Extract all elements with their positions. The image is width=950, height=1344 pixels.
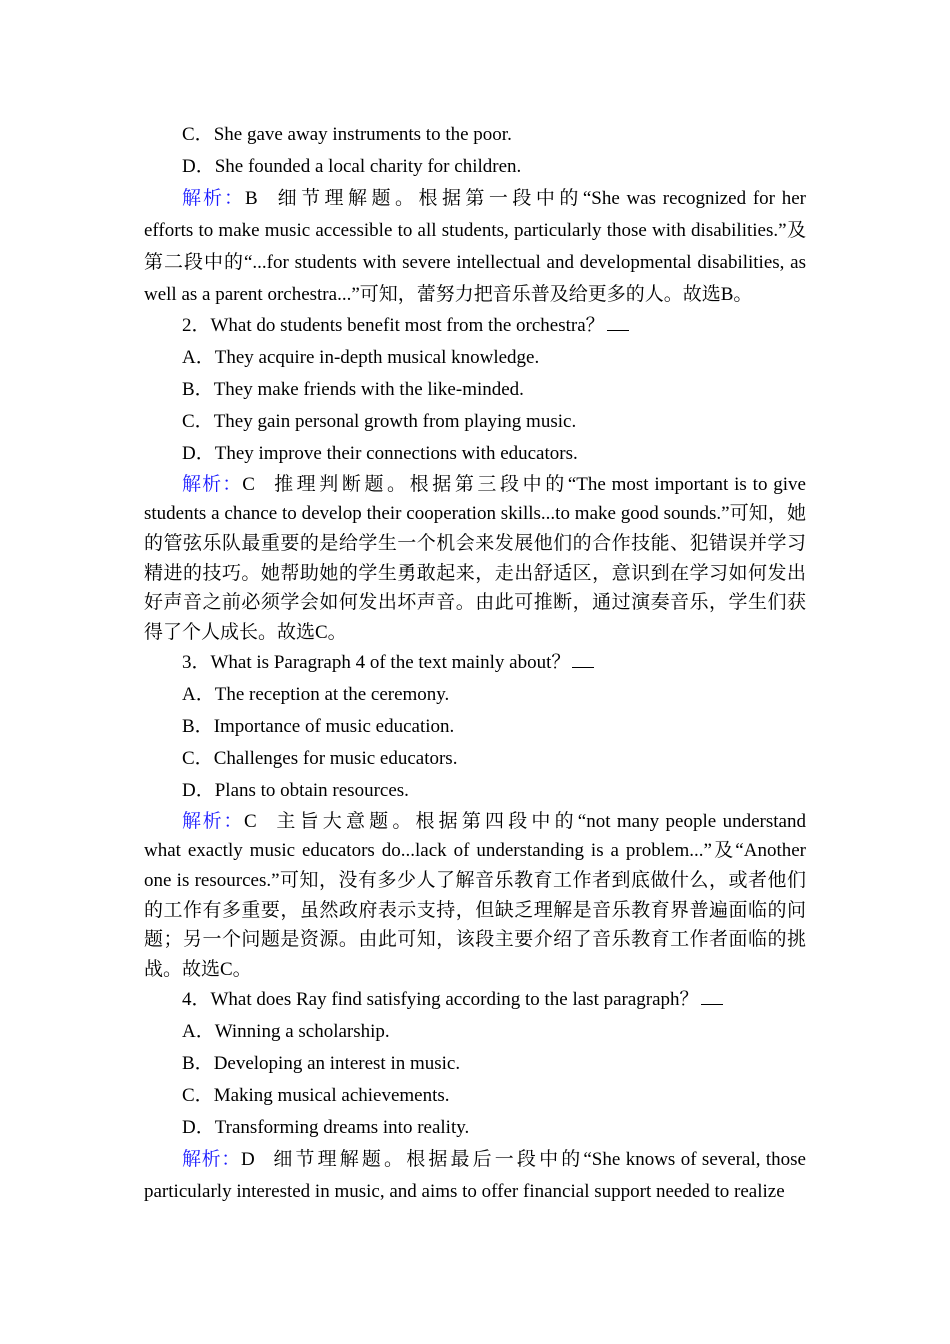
q3-question: 3．What is Paragraph 4 of the text mainly about？ xyxy=(144,647,806,679)
analysis-type: 主旨大意题。根据第四段中的 xyxy=(274,810,578,832)
q4-question: 4．What does Ray find satisfying according to the last paragraph？ xyxy=(144,984,806,1016)
q4-analysis xyxy=(144,1144,806,1208)
q3-option-c: C．Challenges for music educators. xyxy=(182,748,458,770)
analysis-type: 推理判断题。根据第三段中的 xyxy=(272,473,568,495)
answer-blank xyxy=(572,649,594,668)
analysis-body: “not many people understand what exactly music educators do...lack of understanding is a problem...”及“Another one is resources.”可知，没有多少人了解音乐教育工作者到底做什么，或者他们的工作有多重要，虽然政府表示支持，但缺乏理解是音乐教育界普遍面临的问题；另一个问题是资源。由此可知，该段主要介绍了音乐教育工作者面临的挑战。故选C。 xyxy=(144,810,806,980)
analysis-type: 细节理解题。根据第一段中的 xyxy=(275,187,583,209)
analysis-answer: B xyxy=(244,187,258,209)
analysis-label: 解析： xyxy=(182,473,243,495)
answer-blank xyxy=(701,986,723,1005)
answer-blank xyxy=(607,312,629,331)
q1-option-d: D．She founded a local charity for children. xyxy=(182,155,522,177)
q4-option-d: D．Transforming dreams into reality. xyxy=(182,1117,470,1138)
analysis-body: “She knows of several, those particularly interested in music, and aims to offer financial support needed to realize xyxy=(144,1148,806,1202)
analysis-body: “The most important is to give students a chance to develop their cooperation skills...to make good sounds.”可知，她的管弦乐队最重要的是给学生一个机会来发展他们的合作技能、犯错误并学习精进的技巧。她帮助她的学生勇敢起来，走出舒适区，意识到在学习如何发出好声音之前必须学会如何发出坏声音。由此可推断，通过演奏音乐，学生们获得了个人成长。故选C。 xyxy=(144,473,806,643)
q1-analysis xyxy=(144,183,806,311)
q2-option-c: C．They gain personal growth from playing music. xyxy=(182,411,577,433)
q3-option-d: D．Plans to obtain resources. xyxy=(182,779,409,801)
analysis-label: 解析： xyxy=(182,810,245,832)
document-page xyxy=(144,119,806,1208)
q2-option-a: A．They acquire in-depth musical knowledge. xyxy=(182,347,540,369)
analysis-answer: C xyxy=(244,810,257,832)
q2-analysis xyxy=(144,470,806,648)
analysis-body: “She was recognized for her efforts to make music accessible to all students, particularly those with disabilities.”及第二段中的“...for students with severe intellectual and developmental disabilities, as well as a parent orchestra...”可知，蕾努力把音乐普及给更多的人。故选B。 xyxy=(144,187,806,305)
q2-option-d: D．They improve their connections with educators. xyxy=(182,442,578,464)
analysis-type: 细节理解题。根据最后一段中的 xyxy=(272,1148,584,1170)
analysis-answer: D xyxy=(240,1148,255,1170)
q4-option-a: A．Winning a scholarship. xyxy=(182,1021,390,1043)
analysis-answer: C xyxy=(242,473,255,495)
q2-option-b: B．They make friends with the like-minded. xyxy=(182,379,524,401)
analysis-label: 解析： xyxy=(182,1148,241,1170)
analysis-label: 解析： xyxy=(182,187,245,209)
q4-option-b: B．Developing an interest in music. xyxy=(182,1053,461,1075)
q3-analysis xyxy=(144,807,806,985)
q1-option-c: C．She gave away instruments to the poor. xyxy=(182,124,512,145)
q3-option-b: B．Importance of music education. xyxy=(182,716,455,738)
q4-option-c: C．Making musical achievements. xyxy=(182,1085,450,1107)
q2-question: 2．What do students benefit most from the orchestra？ xyxy=(144,310,806,342)
q3-option-a: A．The reception at the ceremony. xyxy=(182,684,450,706)
